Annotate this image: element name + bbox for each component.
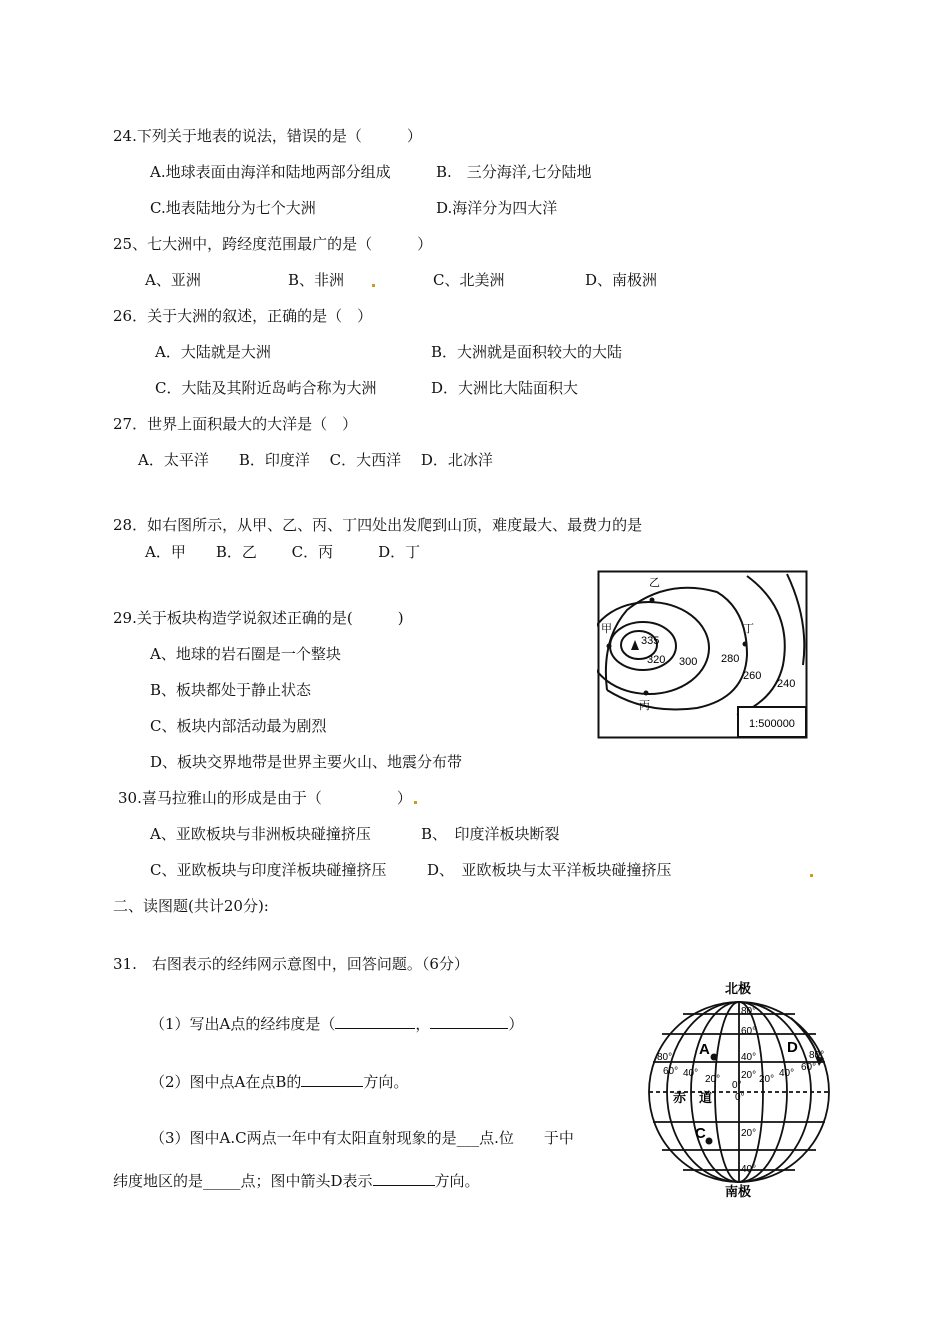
q30-option-c: C、亚欧板块与印度洋板块碰撞挤压 (150, 861, 387, 879)
lat-20-label: 20° (741, 1070, 757, 1081)
label-bing: 丙 (639, 699, 650, 712)
point-ding (743, 642, 748, 647)
q29-option-b: B、板块都处于静止状态 (150, 681, 312, 699)
q26-stem: 26．关于大洲的叙述，正确的是（ ） (113, 307, 373, 325)
lat-60-label: 60° (741, 1026, 757, 1037)
answer-blank-latitude[interactable] (430, 1012, 508, 1029)
lon-40w-label: 40° (683, 1068, 699, 1079)
lon-80e-label: 80° (809, 1050, 825, 1061)
q26-option-a: A．大陆就是大洲 (155, 343, 271, 361)
q30-option-d: D、 亚欧板块与太平洋板块碰撞挤压 (427, 861, 672, 879)
q25-option-c: C、北美洲 (433, 271, 505, 289)
q27-options: A．太平洋 B．印度洋 C．大西洋 D．北冰洋 (138, 451, 493, 469)
south-pole-label: 南极 (725, 1184, 752, 1199)
contour-label-240: 240 (777, 678, 796, 690)
contour-map-figure (597, 570, 809, 740)
lat-40-label: 40° (741, 1052, 757, 1063)
q31-part2 (150, 1070, 408, 1092)
q26-option-b: B．大洲就是面积较大的大陆 (431, 343, 623, 361)
peak-elevation: 335 (641, 635, 660, 647)
q31-part3-line1: （3）图中A.C两点一年中有太阳直射现象的是___点.位 于中 (150, 1129, 574, 1147)
contour-label-280: 280 (721, 653, 740, 665)
q31-part1 (150, 1012, 523, 1034)
q31-part1-prefix: （1）写出A点的经纬度是（ (150, 1015, 336, 1033)
ink-dot (810, 874, 813, 877)
equator-label: 赤 道 (673, 1090, 713, 1105)
lat-0-label: 0° (732, 1080, 742, 1091)
lon-60e-label: 60° (801, 1062, 817, 1073)
point-yi (650, 598, 655, 603)
point-a-label: A (699, 1041, 710, 1058)
q29-option-a: A、地球的岩石圈是一个整块 (150, 645, 341, 663)
label-ding: 丁 (743, 622, 754, 635)
q31-part2-suffix: 方向。 (363, 1073, 409, 1091)
q29-stem: 29.关于板块构造学说叙述正确的是( ) (113, 609, 404, 627)
q24-option-a: A.地球表面由海洋和陆地两部分组成 (150, 163, 391, 181)
lon-0-label: 0° (735, 1092, 745, 1103)
ink-dot (414, 801, 417, 804)
answer-blank-arrow-direction[interactable] (373, 1169, 435, 1186)
point-c (706, 1138, 713, 1145)
point-jia (607, 644, 612, 649)
q31-part2-prefix: （2）图中点A在点B的 (150, 1073, 302, 1091)
q31-stem: 31. 右图表示的经纬网示意图中，回答问题。（6分） (113, 955, 469, 973)
q29-option-c: C、板块内部活动最为剧烈 (150, 717, 327, 735)
q24-option-b: B. 三分海洋,七分陆地 (436, 163, 592, 181)
answer-blank-longitude[interactable] (335, 1012, 415, 1029)
label-jia: 甲 (601, 622, 612, 635)
q31-part3-suffix: 方向。 (434, 1172, 480, 1190)
contour-label-300: 300 (679, 656, 698, 668)
q24-option-c: C.地表陆地分为七个大洲 (150, 199, 316, 217)
q26-option-d: D．大洲比大陆面积大 (431, 379, 579, 397)
lon-40e-label: 40° (779, 1068, 795, 1079)
lon-60w-label: 60° (663, 1066, 679, 1077)
q31-part3-line2 (113, 1169, 480, 1191)
contour-label-260: 260 (743, 670, 762, 682)
q28-options: A．甲 B．乙 C．丙 D．丁 (145, 543, 421, 561)
point-c-label: C (695, 1125, 706, 1142)
q25-stem: 25、七大洲中，跨经度范围最广的是（ ） (113, 235, 433, 253)
globe-figure (643, 978, 835, 1200)
south-lat-40-label: 40° (741, 1164, 757, 1175)
q30-option-b: B、 印度洋板块断裂 (421, 825, 560, 843)
q25-option-d: D、南极洲 (585, 271, 658, 289)
lon-20e-label: 20° (759, 1074, 775, 1085)
scale-label: 1:500000 (749, 718, 795, 730)
ink-dot (372, 284, 375, 287)
label-yi: 乙 (649, 576, 660, 589)
contour-label-320: 320 (647, 654, 666, 666)
lat-80-label: 80° (741, 1006, 757, 1017)
q31-part1-suffix: ） (508, 1015, 524, 1033)
lon-20w-label: 20° (705, 1074, 721, 1085)
south-lat-20-label: 20° (741, 1128, 757, 1139)
q31-part1-separator: ， (415, 1015, 431, 1033)
q29-option-d: D、板块交界地带是世界主要火山、地震分布带 (150, 753, 463, 771)
q30-option-a: A、亚欧板块与非洲板块碰撞挤压 (150, 825, 371, 843)
q31-part3-prefix: 纬度地区的是_____点；图中箭头D表示 (113, 1172, 373, 1190)
q24-option-d: D.海洋分为四大洋 (436, 199, 558, 217)
point-a (711, 1054, 718, 1061)
section2-heading: 二、读图题(共计20分): (113, 897, 269, 915)
lon-80w-label: 80° (657, 1052, 673, 1063)
point-bing (644, 691, 649, 696)
q25-option-a: A、亚洲 (145, 271, 201, 289)
point-d-label: D (787, 1039, 798, 1056)
north-pole-label: 北极 (725, 981, 752, 996)
q26-option-c: C．大陆及其附近岛屿合称为大洲 (155, 379, 377, 397)
answer-blank-direction[interactable] (301, 1070, 363, 1087)
q24-stem: 24.下列关于地表的说法，错误的是（ ） (113, 127, 422, 145)
q30-stem: 30.喜马拉雅山的形成是由于（ ） (118, 789, 412, 807)
q28-stem: 28．如右图所示，从甲、乙、丙、丁四处出发爬到山顶，难度最大、最费力的是 (113, 516, 643, 534)
q25-option-b: B、非洲 (288, 271, 345, 289)
q27-stem: 27．世界上面积最大的大洋是（ ） (113, 415, 358, 433)
